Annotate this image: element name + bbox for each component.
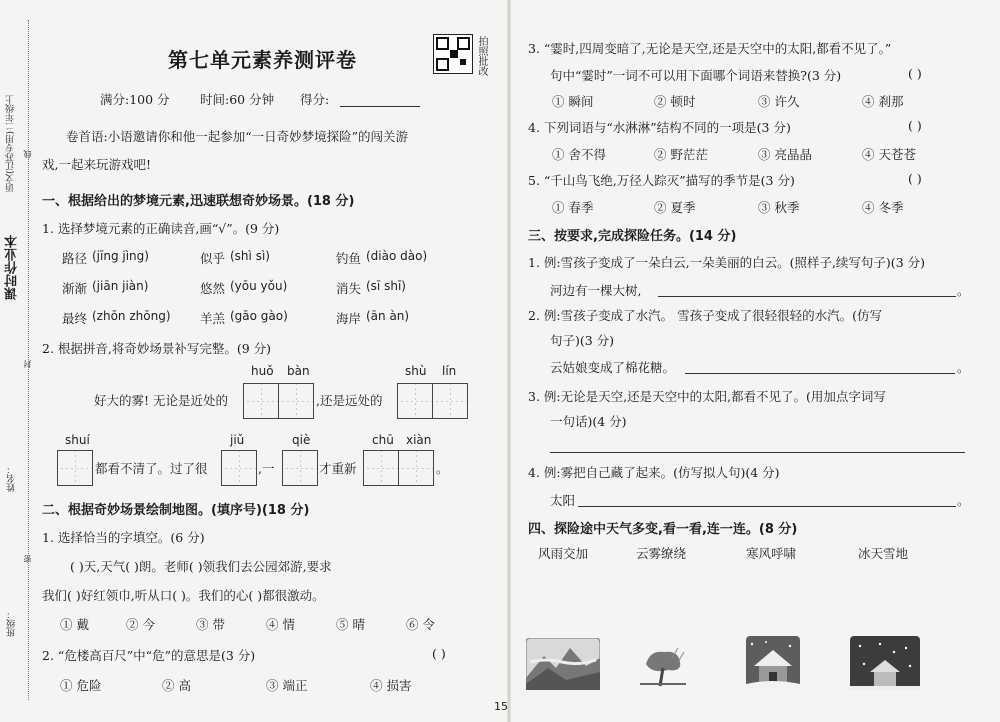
- section3-title: 三、按要求,完成探险任务。(14 分): [528, 229, 737, 244]
- s3q1-line1: 1. 例:雪孩子变成了一朵白云,一朵美丽的白云。(照样子,续写句子)(3 分): [528, 255, 925, 270]
- page-number: 15: [494, 700, 508, 713]
- intro-line2: 戏,一起来玩游戏吧!: [42, 157, 151, 172]
- grid-pinyin: xiàn: [406, 433, 432, 447]
- answer-line[interactable]: [550, 452, 965, 453]
- s2q1-option: ① 戴: [60, 617, 89, 632]
- grid-pinyin: huǒ: [251, 364, 274, 378]
- q1-word: 悠然: [200, 281, 226, 296]
- q1-pinyin-option[interactable]: (ān àn): [366, 309, 410, 323]
- answer-line[interactable]: [685, 373, 955, 374]
- q5-title: 5. “千山鸟飞绝,万径人踪灭”描写的季节是(3 分): [528, 173, 795, 188]
- answer-paren[interactable]: ( ): [908, 118, 922, 133]
- intro-line1: 卷首语:小语邀请你和他一起参加“一日奇妙梦境探险”的闯关游: [66, 129, 408, 144]
- q2-text: 才重新: [319, 461, 357, 476]
- s2q2-option: ④ 损害: [370, 678, 412, 693]
- spine-divider: [28, 20, 29, 700]
- q1-word: 渐渐: [62, 281, 88, 296]
- s3q2-line1: 2. 例:雪孩子变成了水汽。 雪孩子变成了很轻很轻的水汽。(仿写: [528, 308, 882, 323]
- q1-word: 似乎: [200, 251, 226, 266]
- spine-seal2: 密: [23, 555, 32, 563]
- writing-grid[interactable]: [221, 450, 257, 486]
- qr-code-icon[interactable]: [433, 34, 473, 74]
- q3-line2: 句中“霎时”一词不可以用下面哪个词语来替换?(3 分): [550, 68, 842, 83]
- writing-grid[interactable]: [243, 383, 314, 419]
- s1q1-title: 1. 选择梦境元素的正确读音,画“√”。(9 分): [42, 221, 280, 236]
- qr-caption: 拍照批改: [476, 36, 487, 76]
- section4-title: 四、探险途中天气多变,看一看,连一连。(8 分): [528, 522, 798, 537]
- section1-title: 一、根据给出的梦境元素,迅速联想奇妙场景。(18 分): [42, 194, 355, 209]
- answer-line[interactable]: [658, 296, 956, 297]
- q1-pinyin-option[interactable]: (gāo gào): [230, 309, 288, 323]
- q4-option: ① 舍不得: [552, 147, 606, 162]
- s2q1-option: ⑥ 令: [406, 617, 435, 632]
- time-limit: 时间:60 分钟: [200, 92, 275, 107]
- q1-pinyin-option[interactable]: (jiān jiàn): [92, 279, 149, 293]
- q4-option: ④ 天苍苍: [862, 147, 916, 162]
- q3-option: ④ 刹那: [862, 94, 904, 109]
- grid-pinyin: qiè: [292, 433, 311, 447]
- q5-option: ① 春季: [552, 200, 594, 215]
- q2-text: 。: [436, 461, 449, 476]
- q1-pinyin-option[interactable]: (jīng jìng): [92, 249, 149, 263]
- q1-word: 钓鱼: [336, 251, 362, 266]
- q4-option: ③ 亮晶晶: [758, 147, 812, 162]
- q2-text: ,一: [258, 461, 275, 476]
- writing-grid[interactable]: [282, 450, 318, 486]
- q2-text: 好大的雾! 无论是近处的: [94, 393, 228, 408]
- s3q4-line2: 太阳: [550, 493, 576, 508]
- weather-word[interactable]: 云雾缭绕: [636, 546, 687, 561]
- answer-paren[interactable]: ( ): [432, 646, 446, 661]
- writing-grid[interactable]: [397, 383, 468, 419]
- full-score: 满分:100 分: [100, 92, 170, 107]
- answer-paren[interactable]: ( ): [908, 171, 922, 186]
- q2-text: ,还是远处的: [316, 393, 383, 408]
- q1-word: 消失: [336, 281, 362, 296]
- q1-word: 海岸: [336, 311, 362, 326]
- spine-edition: 语文(江苏专用)二年级上: [6, 95, 16, 193]
- q1-pinyin-option[interactable]: (diào dào): [366, 249, 428, 263]
- weather-word[interactable]: 风雨交加: [538, 546, 589, 561]
- grid-pinyin: shù: [405, 364, 427, 378]
- score-blank[interactable]: [340, 106, 420, 107]
- spine-class-label: 班级：: [7, 610, 17, 637]
- s3q1-line2: 河边有一棵大树,: [550, 283, 642, 298]
- grid-pinyin: lín: [442, 364, 457, 378]
- spine-seal: 封: [23, 360, 32, 368]
- s3q3-line1: 3. 例:无论是天空,还是天空中的太阳,都看不见了。(用加点字词写: [528, 389, 886, 404]
- weather-word[interactable]: 冰天雪地: [858, 546, 909, 561]
- q3-option: ① 瞬间: [552, 94, 594, 109]
- s2q2-option: ③ 端正: [266, 678, 308, 693]
- s3q2-line2: 句子)(3 分): [550, 333, 615, 348]
- s2q1-title: 1. 选择恰当的字填空。(6 分): [42, 530, 205, 545]
- q3-option: ③ 许久: [758, 94, 800, 109]
- s2q2-option: ① 危险: [60, 678, 102, 693]
- q4-option: ② 野茫茫: [654, 147, 708, 162]
- s3q3-line2: 一句话)(4 分): [550, 414, 627, 429]
- s2q1-line1: ( )天,天气( )朗。老师( )领我们去公园郊游,要求: [70, 559, 332, 574]
- q5-option: ② 夏季: [654, 200, 696, 215]
- snowy-house-image[interactable]: [746, 636, 800, 690]
- period: 。: [957, 360, 970, 375]
- answer-paren[interactable]: ( ): [908, 66, 922, 81]
- s3q2-line3: 云姑娘变成了棉花糖。: [550, 360, 676, 375]
- page-title: 第七单元素养测评卷: [168, 48, 357, 72]
- grid-pinyin: bàn: [287, 364, 310, 378]
- q3-line1: 3. “霎时,四周变暗了,无论是天空,还是天空中的太阳,都看不见了。”: [528, 41, 892, 56]
- grid-pinyin: shuí: [65, 433, 90, 447]
- s2q1-option: ② 今: [126, 617, 155, 632]
- q2-text: 都看不清了。过了很: [95, 461, 208, 476]
- q1-word: 路径: [62, 251, 88, 266]
- period: 。: [957, 283, 970, 298]
- s2q1-option: ③ 带: [196, 617, 225, 632]
- q4-title: 4. 下列词语与“水淋淋”结构不同的一项是(3 分): [528, 120, 791, 135]
- grid-pinyin: jiǔ: [230, 433, 245, 447]
- spine-name-label: 姓名：: [7, 465, 17, 492]
- writing-grid[interactable]: [363, 450, 434, 486]
- period: 。: [957, 493, 970, 508]
- s1q2-title: 2. 根据拼音,将奇妙场景补写完整。(9 分): [42, 341, 272, 356]
- section2-title: 二、根据奇妙场景绘制地图。(填序号)(18 分): [42, 503, 310, 518]
- s2q1-option: ④ 情: [266, 617, 295, 632]
- foggy-mountains-image[interactable]: [526, 638, 600, 690]
- writing-grid[interactable]: [57, 450, 93, 486]
- s3q4-line1: 4. 例:雾把自己藏了起来。(仿写拟人句)(4 分): [528, 465, 780, 480]
- center-fold: [507, 0, 511, 722]
- spine-cut-line: 线: [23, 150, 32, 158]
- score-label: 得分:: [300, 92, 330, 107]
- q1-word: 羊羔: [200, 311, 226, 326]
- q1-pinyin-option[interactable]: (sī shī): [366, 279, 406, 293]
- s2q2-title: 2. “危楼高百尺”中“危”的意思是(3 分): [42, 648, 256, 663]
- weather-word[interactable]: 寒风呼啸: [746, 546, 797, 561]
- q1-pinyin-option[interactable]: (zhōn zhōng): [92, 309, 171, 323]
- q1-pinyin-option[interactable]: (yōu yǒu): [230, 279, 288, 293]
- s2q2-option: ② 高: [162, 678, 191, 693]
- q5-option: ③ 秋季: [758, 200, 800, 215]
- q1-word: 最终: [62, 311, 88, 326]
- blizzard-house-image[interactable]: [850, 636, 920, 690]
- q1-pinyin-option[interactable]: (shì sì): [230, 249, 270, 263]
- spine-series: 课时作业本: [5, 235, 20, 300]
- windy-rain-tree-image[interactable]: [638, 644, 688, 688]
- q3-option: ② 顿时: [654, 94, 696, 109]
- answer-line[interactable]: [578, 506, 956, 507]
- grid-pinyin: chū: [372, 433, 394, 447]
- s2q1-line2: 我们( )好红领巾,听从口( )。我们的心( )都很激动。: [42, 588, 325, 603]
- q5-option: ④ 冬季: [862, 200, 904, 215]
- s2q1-option: ⑤ 晴: [336, 617, 365, 632]
